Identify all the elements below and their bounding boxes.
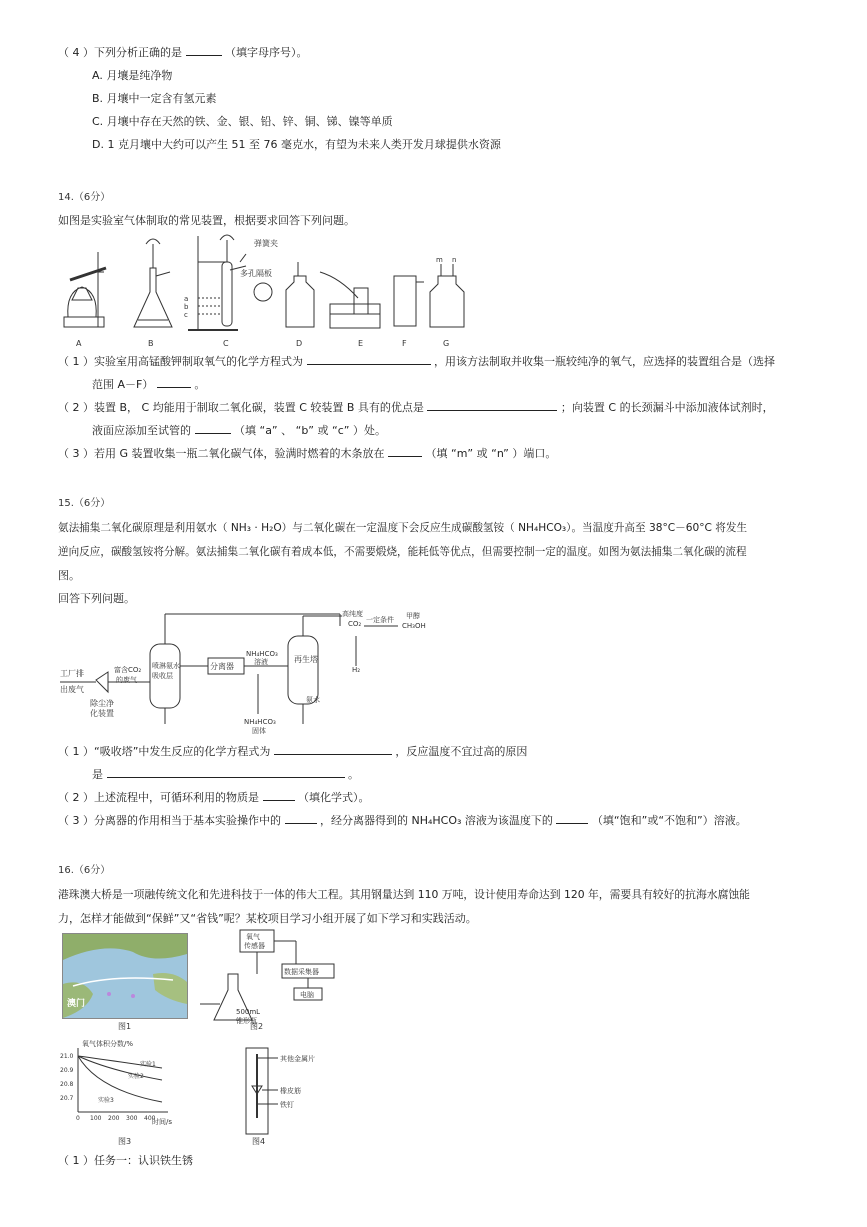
q14-p1-text: （ 1 ）实验室用高锰酸钾制取氧气的化学方程式为 (58, 355, 303, 368)
factory-label-2: 出废气 (60, 685, 84, 694)
q15-heading: 15.（6分） (58, 498, 111, 509)
porous-plate-label: 多孔隔板 (240, 269, 272, 278)
macau-label: 澳门 (67, 999, 86, 1009)
q14-intro: 如图是实验室气体制取的常见装置，根据要求回答下列问题。 (58, 214, 355, 227)
x-tick: 200 (108, 1115, 120, 1122)
answer-blank[interactable] (307, 353, 431, 365)
answer-blank[interactable] (285, 812, 317, 824)
h2-label: H₂ (352, 666, 361, 674)
dust-label: 除尘净 (90, 699, 114, 708)
answer-blank[interactable] (186, 44, 222, 56)
y-tick: 21.0 (60, 1053, 74, 1060)
absorb-inner-label: 喷淋氨水 (152, 662, 180, 670)
fig4-caption: 图4 (252, 1137, 266, 1146)
q15-p1-text2: ，反应温度不宜过高的原因 (395, 745, 528, 758)
q14-p2-text3: 液面应添加至试管的 (92, 424, 191, 437)
q13-option-a: A. 月壤是纯净物 (92, 69, 173, 82)
q15-part3 (58, 812, 747, 828)
q13-option-b: B. 月壤中一定含有氢元素 (92, 92, 217, 105)
regen-tower-label: 再生塔 (294, 655, 318, 664)
oxygen-sensor-label: 氧气 (246, 933, 260, 941)
q14-part1 (58, 353, 775, 369)
separator-label: 分离器 (210, 662, 234, 671)
answer-blank[interactable] (274, 743, 392, 755)
mark-n: n (452, 256, 457, 264)
q15-intro-1: 氨法捕集二氧化碳原理是利用氨水（ NH₃ · H₂O）与二氧化碳在一定温度下会反应生成碳酸氢铵（ NH₄HCO₃）。当温度升高至 38°C－60°C 将发生 (58, 522, 748, 534)
y-tick: 20.9 (60, 1067, 74, 1074)
q14-part3 (58, 445, 556, 461)
q15-p3-text3: （填“饱和”或“不饱和”）溶液。 (591, 814, 747, 827)
absorb-inner-label-2: 吸收层 (152, 672, 173, 680)
q14-heading: 14.（6分） (58, 192, 111, 203)
q15-part2 (58, 789, 370, 805)
y-tick: 20.7 (60, 1095, 74, 1102)
q15-part1-cont (92, 766, 359, 782)
iron-nail-label: 铁钉 (280, 1101, 294, 1109)
factory-label: 工厂排 (60, 669, 84, 678)
nh4hco3-solution-label-2: 溶液 (254, 658, 268, 666)
q16-part1: （ 1 ）任务一：认识铁生锈 (58, 1154, 193, 1167)
q14-p3-text: （ 3 ）若用 G 装置收集一瓶二氧化碳气体，验满时燃着的木条放在 (58, 447, 385, 460)
x-tick: 100 (90, 1115, 102, 1122)
q15-intro-2: 逆向反应，碳酸氢铵将分解。氨法捕集二氧化碳有着成本低，不需要煅烧，能耗低等优点，但需要控制一定的温度。如图为氨法捕集二氧化碳的流程 (58, 546, 747, 558)
condition-label: 一定条件 (366, 616, 394, 624)
q15-p3-text2: ，经分离器得到的 NH₄HCO₃ 溶液为该温度下的 (320, 814, 553, 827)
series-label-2: 实验2 (128, 1073, 144, 1080)
apparatus-label-d: D (296, 339, 303, 348)
q14-part2 (58, 399, 774, 415)
rich-co2-label-2: 的废气 (116, 676, 137, 684)
mark-b: b (184, 303, 189, 311)
dust-label-2: 化装置 (90, 709, 114, 718)
q16-intro-2: 力，怎样才能做到“保鲜”又“省钱”呢？某校项目学习小组开展了如下学习和实践活动。 (58, 912, 477, 925)
apparatus-label-e: E (358, 339, 364, 348)
series-label-1: 实验1 (140, 1061, 156, 1068)
q15-p3-text: （ 3 ）分离器的作用相当于基本实验操作中的 (58, 814, 281, 827)
apparatus-label-c: C (223, 339, 229, 348)
q14-p1-text2: ，用该方法制取并收集一瓶较纯净的氧气，应选择的装置组合是（选择 (434, 355, 775, 368)
fig3-caption: 图3 (118, 1137, 132, 1146)
q15-intro-3: 图。 (58, 569, 80, 582)
rubber-band-label: 橡皮筋 (280, 1087, 301, 1095)
mark-a: a (184, 295, 189, 303)
rich-co2-label: 富含CO₂ (114, 666, 142, 674)
q14-p2-text: （ 2 ）装置 B， C 均能用于制取二氧化碳，装置 C 较装置 B 具有的优点是 (58, 401, 424, 414)
q16-intro-1: 港珠澳大桥是一项融传统文化和先进科技于一体的伟大工程。其用钢量达到 110 万吨，设计使用寿命达到 120 年，需要具有较好的抗海水腐蚀能 (58, 888, 750, 901)
nh4hco3-solid-label: NH₄HCO₃ (244, 718, 276, 726)
high-purity-co2-label: CO₂ (348, 620, 362, 628)
y-tick: 20.8 (60, 1081, 74, 1088)
nh4hco3-solution-label: NH₄HCO₃ (246, 650, 278, 658)
apparatus-label-f: F (402, 339, 407, 348)
q14-p3-text2: （填 “m” 或 “n” ）端口。 (425, 447, 557, 460)
oxygen-sensor-setup (196, 928, 346, 1032)
q15-part1 (58, 743, 527, 759)
flask-label: 锥形瓶 (236, 1017, 257, 1025)
q14-p1-text4: 。 (194, 378, 206, 391)
series-line-2 (78, 1056, 162, 1080)
metal-sheet-label: 其他金属片 (280, 1055, 315, 1063)
q13-part4-stem (58, 44, 308, 60)
apparatus-label-g: G (443, 339, 450, 348)
answer-blank[interactable] (157, 376, 191, 388)
data-collector-label: 数据采集器 (284, 968, 319, 976)
q15-p1-text4: 。 (348, 768, 359, 781)
apparatus-label-b: B (148, 339, 154, 348)
mark-c: c (184, 311, 188, 319)
q15-p1-text3: 是 (92, 768, 103, 781)
q13-option-d: D. 1 克月壤中大约可以产生 51 至 76 毫克水，有望为未来人类开发月球提供水资源 (92, 138, 501, 151)
answer-blank[interactable] (388, 445, 422, 457)
q14-part2-cont (92, 422, 386, 438)
lab-apparatus-figure (58, 232, 478, 350)
q15-p2-text2: （填化学式）。 (298, 791, 370, 804)
q14-part1-cont (92, 376, 205, 392)
answer-blank[interactable] (556, 812, 588, 824)
methanol-formula-label: CH₃OH (402, 622, 426, 630)
mark-m: m (436, 256, 443, 264)
answer-blank[interactable] (195, 422, 231, 434)
flask-volume-label: 500mL (236, 1008, 261, 1016)
q14-p1-text3: 范围 A－F） (92, 378, 154, 391)
chart-x-label: 时间/s (152, 1118, 173, 1126)
high-purity-label: 高纯度 (342, 610, 363, 618)
chart-y-label: 氧气体积分数/% (82, 1040, 134, 1048)
x-tick: 300 (126, 1115, 138, 1122)
clip-label: 弹簧夹 (254, 239, 278, 248)
series-label-3: 实验3 (98, 1097, 114, 1104)
q14-p2-text2: ；向装置 C 的长颈漏斗中添加液体试剂时， (560, 401, 774, 414)
answer-blank[interactable] (427, 399, 557, 411)
answer-blank[interactable] (107, 766, 345, 778)
q15-p2-text: （ 2 ）上述流程中，可循环利用的物质是 (58, 791, 259, 804)
fig1-caption: 图1 (118, 1022, 132, 1031)
nh4hco3-solid-label-2: 固体 (252, 727, 266, 735)
q13-option-c: C. 月壤中存在天然的铁、金、银、铅、锌、铜、锑、镍等单质 (92, 115, 393, 128)
methanol-label: 甲醇 (406, 612, 420, 620)
q15-intro-4: 回答下列问题。 (58, 592, 135, 605)
q13-stem-text: （ 4 ）下列分析正确的是 (58, 46, 182, 59)
q14-p2-text4: （填 “a” 、 “b” 或 “c” ）处。 (234, 424, 386, 437)
x-tick: 0 (76, 1115, 80, 1122)
nail-test-figure (242, 1046, 342, 1136)
fig2-caption: 图2 (250, 1022, 264, 1031)
ammonia-capture-flowchart (58, 606, 448, 736)
ammonia-label: 氨水 (306, 696, 320, 704)
oxygen-sensor-label-2: 传感器 (244, 942, 265, 950)
bridge-map-image (62, 933, 188, 1019)
q15-p1-text: （ 1 ）“吸收塔”中发生反应的化学方程式为 (58, 745, 271, 758)
q13-stem-suffix: （填字母序号）。 (225, 46, 308, 59)
answer-blank[interactable] (263, 789, 295, 801)
x-tick: 400 (144, 1115, 156, 1122)
computer-label: 电脑 (300, 991, 314, 999)
q16-heading: 16.（6分） (58, 865, 111, 876)
apparatus-label-a: A (76, 339, 82, 348)
oxygen-fraction-chart (58, 1040, 178, 1144)
